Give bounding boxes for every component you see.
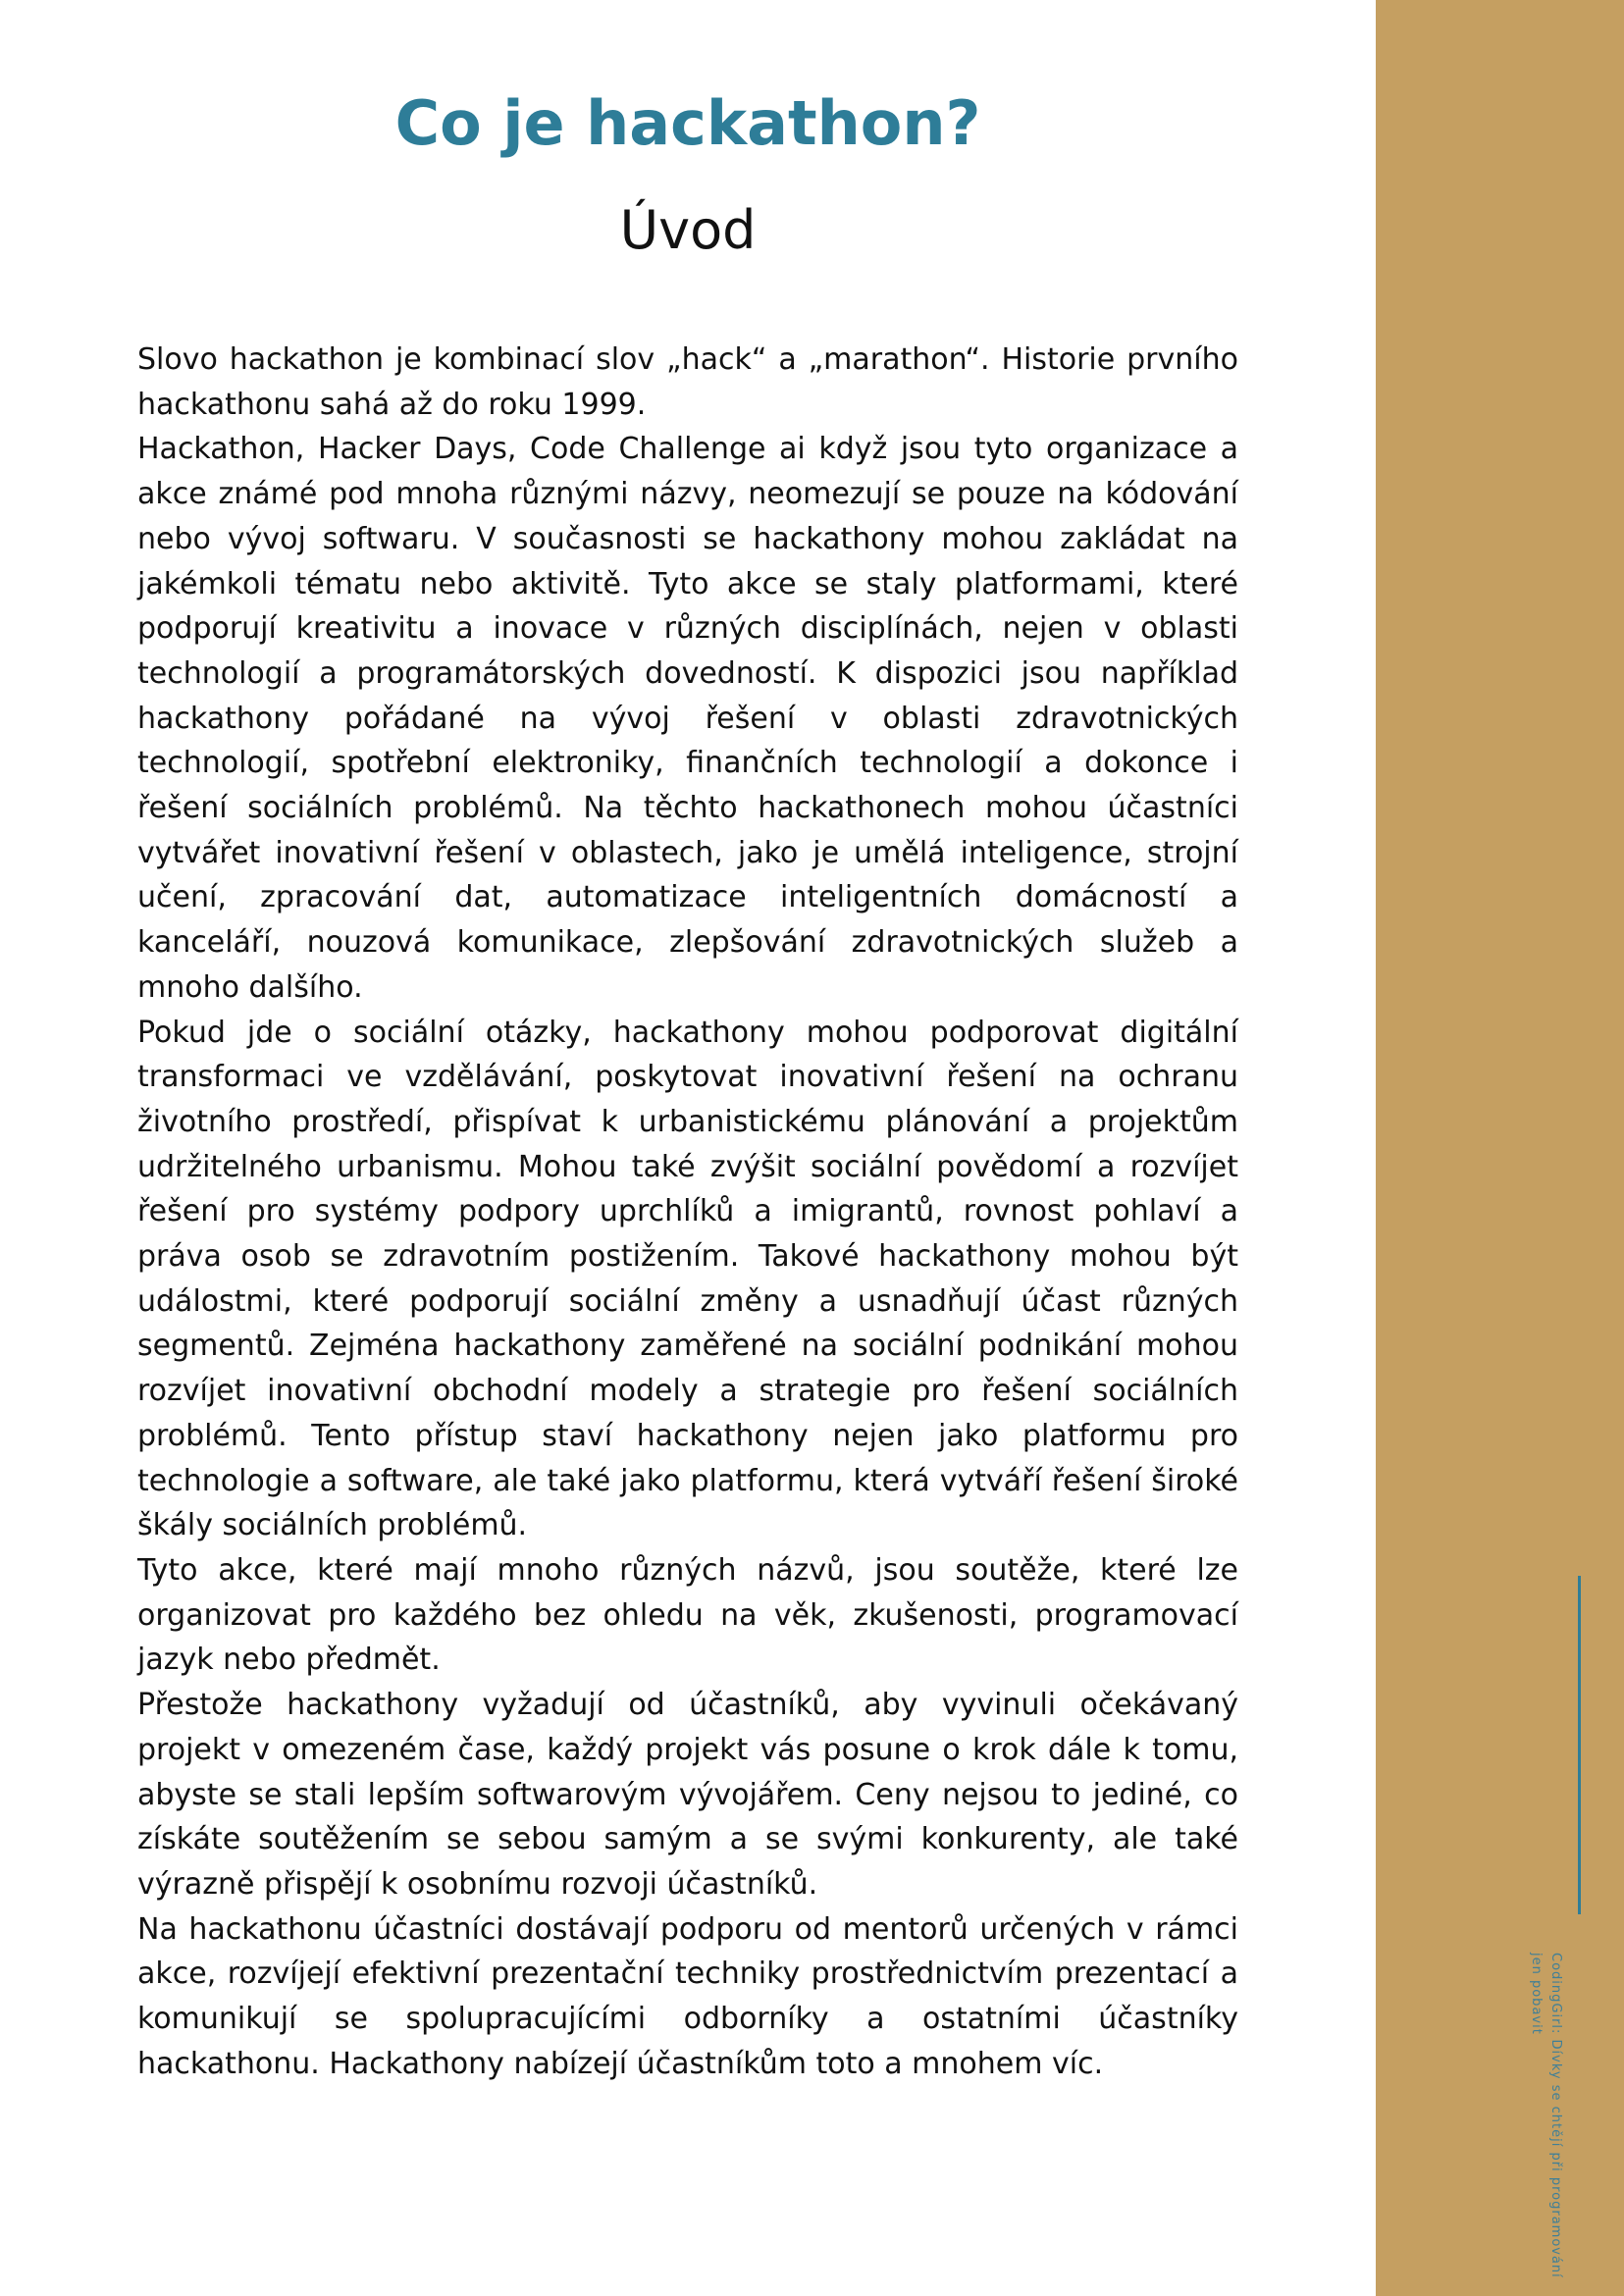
paragraph-2: Hackathon, Hacker Days, Code Challenge ai když jsou tyto organizace a akce známé pod mnoha různými názvy, neomezují se pouze na kódování nebo vývoj softwaru. V současnosti se hackathony mohou zakládat na jakémkoli tématu nebo aktivitě. Tyto akce se staly platformami, které podporují kreativitu a inovace v různých disciplínách, nejen v oblasti technologií a programátorských dovedností. K dispozici jsou například hackathony pořádané na vývoj řešení v oblasti zdravotnických technologií, spotřební elektroniky, finančních technologií a dokonce i řešení sociálních problémů. Na těchto hackathonech mohou účastníci vytvářet inovativní řešení v oblastech, jako je umělá inteligence, strojní učení, zpracování dat, automatizace inteligentních domácností a kanceláří, nouzová komunikace, zlepšování zdravotnických služeb a mnoho dalšího. [137,432,1238,1005]
sidebar-accent-line [1578,1576,1581,1914]
page-subtitle: Úvod [619,199,757,261]
paragraph-4: Tyto akce, které mají mnoho různých názvů, jsou soutěže, které lze organizovat pro každého bez ohledu na věk, zkušenosti, programovací jazyk nebo předmět. [137,1552,1238,1678]
body-text [137,338,1238,2086]
paragraph-1: Slovo hackathon je kombinací slov „hack“ a „marathon“. Historie prvního hackathonu sahá až do roku 1999. [137,342,1238,422]
paragraph-5: Přestože hackathony vyžadují od účastníků, aby vyvinuli očekávaný projekt v omezeném čase, každý projekt vás posune o krok dále k tomu, abyste se stali lepším softwarovým vývojářem. Ceny nejsou to jediné, co získáte soutěžením se sebou samým a se svými konkurenty, ale také výrazně přispějí k osobnímu rozvoji účastníků. [137,1688,1238,1902]
paragraph-3: Pokud jde o sociální otázky, hackathony mohou podporovat digitální transformaci ve vzdělávání, poskytovat inovativní řešení na ochranu životního prostředí, přispívat k urbanistickému plánování a projektům udržitelného urbanismu. Mohou také zvýšit sociální povědomí a rozvíjet řešení pro systémy podpory uprchlíků a imigrantů, rovnost pohlaví a práva osob se zdravotním postižením. Takové hackathony mohou být událostmi, které podporují sociální změny a usnadňují účast různých segmentů. Zejména hackathony zaměřené na sociální podnikání mohou rozvíjet inovativní obchodní modely a strategie pro řešení sociálních problémů. Tento přístup staví hackathony nejen jako platformu pro technologie a software, ale také jako platformu, která vytváří řešení široké škály sociálních problémů. [137,1015,1238,1543]
sidebar-caption: CodingGirl: Dívky se chtějí při programování jen pobavit [1529,1953,1563,2278]
page-title: Co je hackathon? [394,87,981,159]
paragraph-6: Na hackathonu účastníci dostávají podporu od mentorů určených v rámci akce, rozvíjejí efektivní prezentační techniky prostřednictvím prezentací a komunikují se spolupracujícími odborníky a ostatními účastníky hackathonu. Hackathony nabízejí účastníkům toto a mnohem víc. [137,1911,1238,2081]
side-band [1376,0,1624,2296]
